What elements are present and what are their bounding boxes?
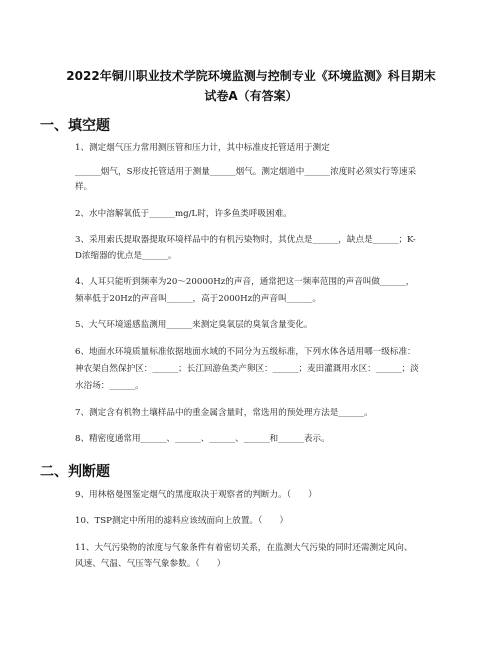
section-heading-fill-in: 一、填空题: [40, 118, 110, 134]
question-line: 样。: [75, 182, 93, 192]
document-title-continued: 试卷A（有答案）: [204, 89, 298, 103]
question-line: 3、采用索氏提取器提取环境样品中的有机污染物时，其优点是______，缺点是______；K-: [75, 235, 416, 245]
question-line: 7、测定含有机物土壤样品中的重金属含量时，常选用的预处理方法是______。: [75, 408, 373, 418]
question-line: D浓缩器的优点是______。: [75, 251, 177, 261]
question-line: 风速、气温、气压等气象参数。（ ）: [75, 559, 226, 569]
section-heading-true-false: 二、判断题: [40, 464, 110, 480]
question-line: 9、用林格曼图鉴定烟气的黑度取决于观察者的判断力。（ ）: [75, 490, 317, 500]
question-line: 5、大气环境遥感监测用______来测定臭氧层的臭氧含量变化。: [75, 320, 313, 330]
question-line: 频率低于20Hz的声音叫______，高于2000Hz的声音叫______。: [75, 294, 321, 304]
question-line: ______烟气，S形皮托管适用于测量______烟气。测定烟道中______浓度时必须实行等速采: [75, 167, 417, 177]
question-line: 2、水中溶解氧低于______mg/L时，许多鱼类呼吸困难。: [75, 209, 292, 219]
question-line: 神农架自然保护区：______；长江回游鱼类产卵区：______；麦田灌溉用水区：______；淡: [75, 364, 419, 374]
question-line: 8、精密度通常用______、______、______、______和______表示。: [75, 434, 330, 444]
question-line: 水浴场：______。: [75, 381, 144, 391]
question-line: 11、大气污染物的浓度与气象条件有着密切关系，在监测大气污染的同时还需测定风向、: [75, 543, 413, 553]
document-title: 2022年铜川职业技术学院环境监测与控制专业《环境监测》科目期末: [66, 69, 436, 83]
question-line: 6、地面水环境质量标准依据地面水域的不同分为五级标准，下列水体各适用哪一级标准：: [75, 347, 416, 357]
question-line: 1、测定烟气压力常用测压管和压力计，其中标准皮托管适用于测定: [75, 143, 330, 153]
question-line: 4、人耳只能听到频率为20～20000Hz的声音，通常把这一频率范围的声音叫做______，: [75, 277, 415, 287]
question-line: 10、TSP测定中所用的滤料应该绒面向上放置。（ ）: [75, 516, 289, 526]
